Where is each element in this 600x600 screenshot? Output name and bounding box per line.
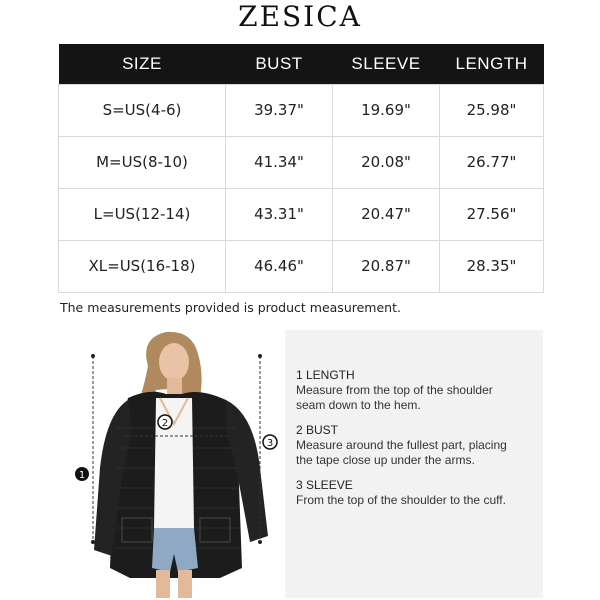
cell-length: 27.56" bbox=[440, 188, 544, 240]
guide-bust-title: 2 BUST bbox=[296, 423, 339, 437]
cell-length: 25.98" bbox=[440, 84, 544, 136]
cell-size: S=US(4-6) bbox=[59, 84, 226, 136]
guide-sleeve-title: 3 SLEEVE bbox=[296, 478, 353, 492]
cell-bust: 41.34" bbox=[226, 136, 333, 188]
marker-length bbox=[75, 467, 89, 481]
guide-bust-line: Measure around the fullest part, placing bbox=[296, 438, 507, 452]
cell-sleeve: 19.69" bbox=[333, 84, 440, 136]
guide-length-line: Measure from the top of the shoulder bbox=[296, 383, 493, 397]
marker-sleeve bbox=[263, 435, 277, 449]
header-length: LENGTH bbox=[440, 44, 544, 84]
brand-logo: ZESICA bbox=[238, 0, 362, 33]
marker-sleeve-label: 3 bbox=[266, 438, 274, 449]
size-chart-table bbox=[58, 44, 544, 293]
table-row bbox=[59, 84, 544, 136]
cell-sleeve: 20.47" bbox=[333, 188, 440, 240]
model-photo bbox=[70, 328, 285, 598]
cell-size: L=US(12-14) bbox=[59, 188, 226, 240]
marker-bust-label: 2 bbox=[161, 418, 169, 429]
cell-sleeve: 20.87" bbox=[333, 240, 440, 292]
table-row bbox=[59, 188, 544, 240]
header-bust: BUST bbox=[226, 44, 333, 84]
measurement-note: The measurements provided is product measurement. bbox=[60, 300, 401, 315]
guide-sleeve bbox=[296, 478, 533, 508]
guide-length-title: 1 LENGTH bbox=[296, 368, 355, 382]
cell-length: 26.77" bbox=[440, 136, 544, 188]
cell-length: 28.35" bbox=[440, 240, 544, 292]
model-illustration bbox=[70, 328, 285, 598]
cell-bust: 46.46" bbox=[226, 240, 333, 292]
guide-bust bbox=[296, 423, 533, 468]
measurement-guide-panel bbox=[285, 330, 543, 598]
guide-sleeve-line: From the top of the shoulder to the cuff. bbox=[296, 493, 506, 507]
table-header-row bbox=[59, 44, 544, 84]
cell-size: M=US(8-10) bbox=[59, 136, 226, 188]
marker-bust bbox=[158, 415, 172, 429]
header-size: SIZE bbox=[59, 44, 226, 84]
cell-bust: 43.31" bbox=[226, 188, 333, 240]
guide-length-line: seam down to the hem. bbox=[296, 398, 421, 412]
table-row bbox=[59, 240, 544, 292]
guide-bust-line: the tape close up under the arms. bbox=[296, 453, 475, 467]
cell-bust: 39.37" bbox=[226, 84, 333, 136]
guide-length bbox=[296, 368, 533, 413]
marker-length-label: 1 bbox=[78, 470, 86, 481]
cell-sleeve: 20.08" bbox=[333, 136, 440, 188]
cell-size: XL=US(16-18) bbox=[59, 240, 226, 292]
table-row bbox=[59, 136, 544, 188]
header-sleeve: SLEEVE bbox=[333, 44, 440, 84]
